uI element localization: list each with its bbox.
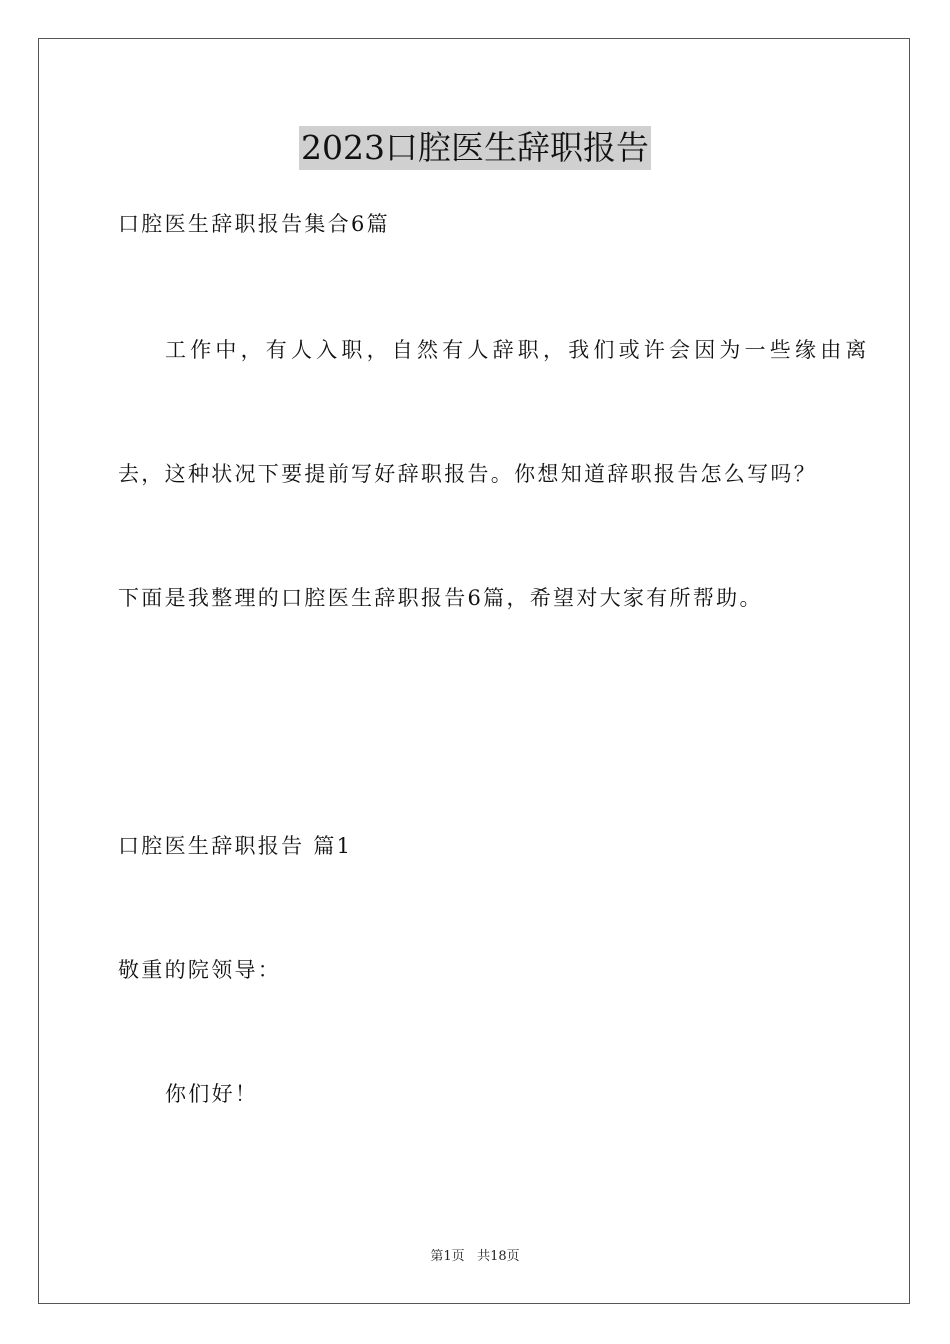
page-total: 共18页	[477, 1249, 520, 1264]
greeting: 你们好！	[165, 1082, 259, 1106]
document-subtitle: 口腔医生辞职报告集合6篇	[118, 212, 390, 236]
salutation: 敬重的院领导：	[118, 958, 282, 982]
intro-line-2: 去，这种状况下要提前写好辞职报告。你想知道辞职报告怎么写吗？	[118, 462, 817, 486]
page-number: 第1页	[430, 1249, 465, 1264]
intro-line-3: 下面是我整理的口腔医生辞职报告6篇，希望对大家有所帮助。	[118, 586, 763, 610]
intro-line-1: 工作中，有人入职，自然有人辞职，我们或许会因为一些缘由离	[165, 338, 871, 362]
page-footer	[0, 1248, 950, 1266]
title-container	[0, 126, 950, 170]
document-title: 2023口腔医生辞职报告	[299, 126, 651, 170]
section-heading: 口腔医生辞职报告 篇1	[118, 834, 353, 858]
